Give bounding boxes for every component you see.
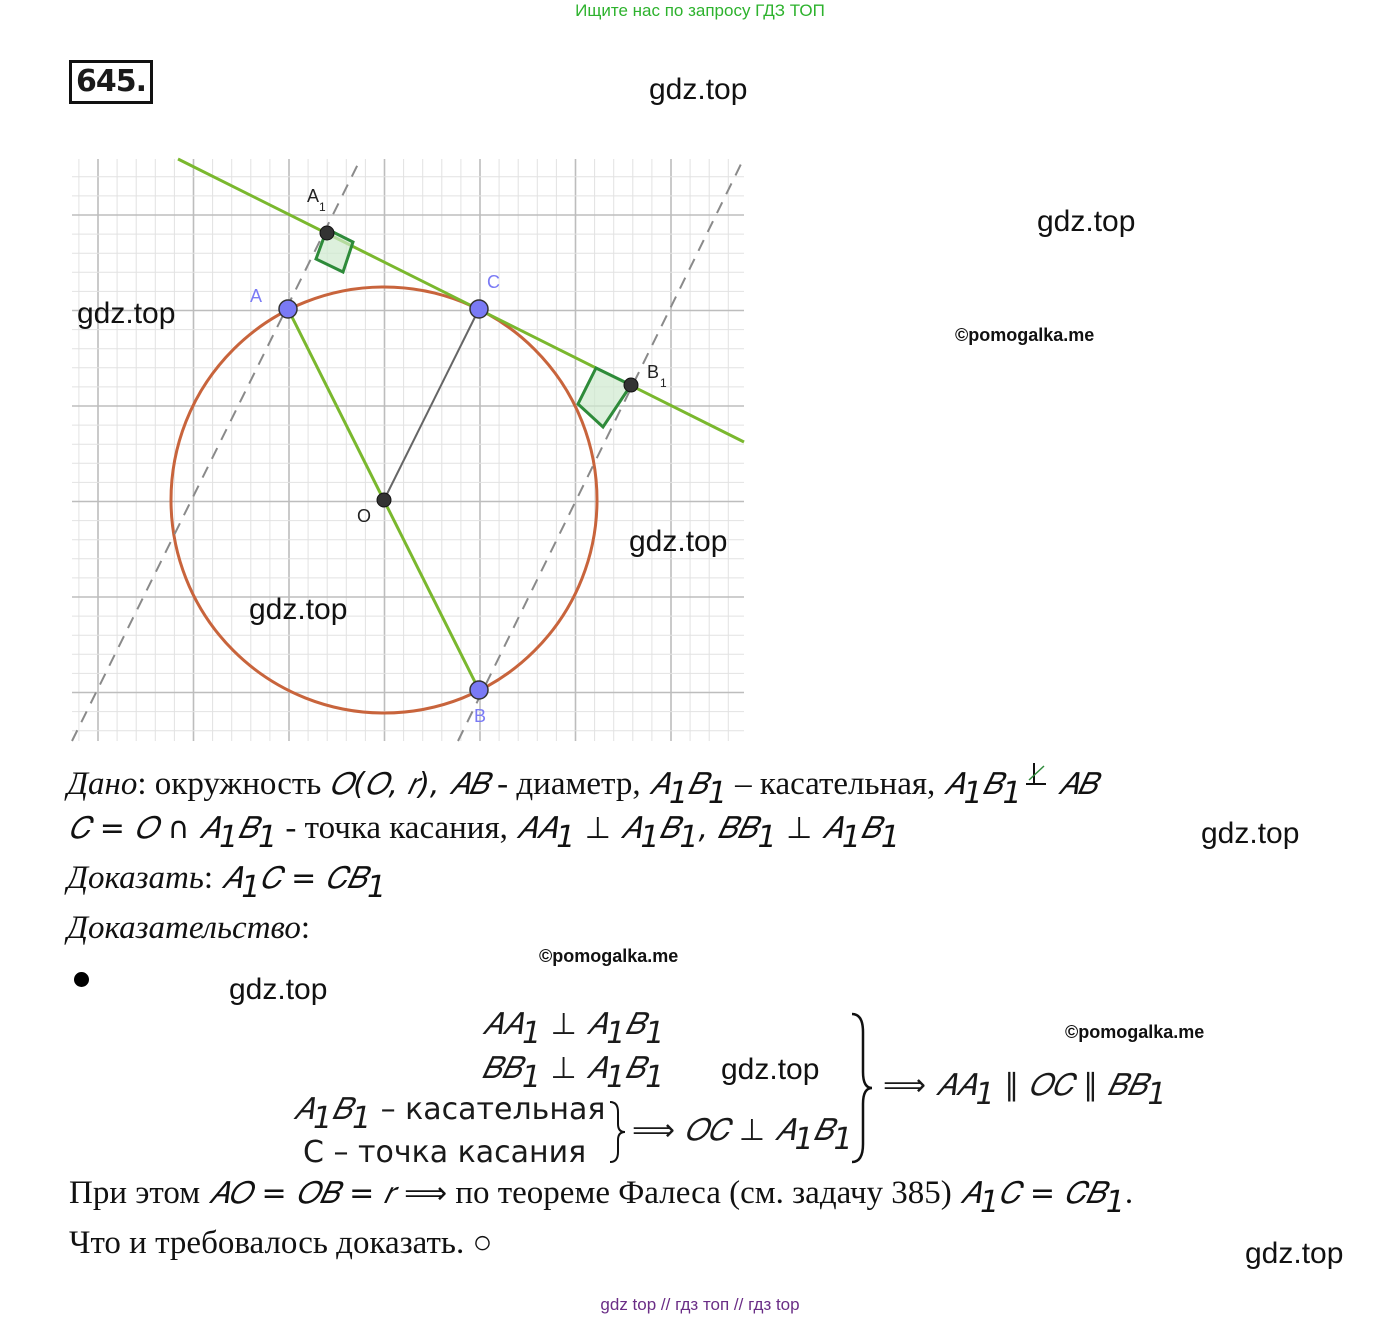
label-a: A	[250, 286, 263, 306]
math: 𝑂(𝑂, 𝑟), 𝐴𝐵	[329, 767, 489, 802]
math: 𝐵	[332, 1092, 352, 1127]
subscript: 1	[640, 820, 660, 855]
subscript: 1	[707, 776, 727, 811]
text: – касательная,	[726, 766, 944, 802]
math: 𝐶 = 𝐶𝐵	[260, 861, 368, 896]
label-b1: B	[647, 362, 660, 382]
watermark-pomogalka: ©pomogalka.me	[1065, 1022, 1205, 1042]
point-b	[470, 681, 488, 699]
watermark-pomogalka: ©pomogalka.me	[955, 325, 1095, 345]
subscript: 1	[312, 1101, 333, 1136]
point-o	[377, 493, 391, 507]
math: 𝐴	[221, 861, 242, 896]
text: :	[203, 860, 222, 896]
watermark-gdz: gdz.top	[77, 297, 176, 330]
math: 𝐵	[659, 811, 680, 846]
proof-label: Доказательство	[67, 910, 301, 946]
big-brace-icon	[848, 1010, 876, 1168]
subscript: 1	[975, 1077, 995, 1112]
math: 𝐶 = 𝑂 ∩ 𝐴	[69, 811, 220, 846]
subscript: 1	[668, 776, 688, 811]
math: ⊥ 𝐴	[541, 1007, 607, 1042]
text: .	[1124, 1175, 1134, 1211]
math: 𝐴	[943, 767, 964, 802]
subscript: 1	[645, 1060, 665, 1095]
watermark-gdz: gdz.top	[721, 1053, 820, 1086]
math: 𝐵	[238, 811, 259, 846]
math: 𝐵	[625, 1007, 646, 1042]
math: ⟹ 𝐴𝐴	[883, 1068, 976, 1103]
prove-line	[67, 860, 387, 905]
given-label: Дано	[67, 766, 138, 802]
not-parallel-icon	[1022, 760, 1058, 790]
subscript: 1	[757, 820, 777, 855]
subscript: 1	[521, 1016, 542, 1051]
proof-row-2	[482, 1051, 665, 1095]
subscript: 1	[833, 1122, 853, 1157]
label-a1-sub: 1	[319, 200, 326, 214]
math: 𝐵	[982, 767, 1003, 802]
watermark-gdz: gdz.top	[629, 525, 728, 558]
top-banner: Ищите нас по запросу ГДЗ ТОП	[575, 1, 825, 20]
watermark-gdz: gdz.top	[229, 973, 328, 1006]
subscript: 1	[679, 820, 699, 855]
given-line-2	[69, 810, 900, 855]
math: 𝐵	[687, 767, 708, 802]
watermark-gdz: gdz.top	[649, 73, 748, 106]
text: :	[300, 910, 311, 946]
subscript: 1	[1105, 1185, 1125, 1220]
math: ⊥ 𝐴	[776, 811, 842, 846]
subscript: 1	[1002, 776, 1022, 811]
subscript: 1	[1147, 1077, 1167, 1112]
subscript: 1	[521, 1060, 541, 1095]
subscript: 1	[241, 870, 261, 905]
small-brace-icon	[606, 1098, 628, 1166]
point-c	[470, 300, 488, 318]
proof-result	[883, 1068, 1167, 1112]
math: 𝐶 = 𝐶𝐵	[999, 1176, 1106, 1211]
proof-row-4: C – точка касания	[303, 1135, 587, 1170]
label-o: O	[357, 506, 372, 526]
math: 𝐵𝐵	[482, 1051, 522, 1086]
subscript: 1	[794, 1122, 814, 1157]
math: 𝐴	[648, 767, 669, 802]
proof-row-3	[293, 1092, 606, 1136]
subscript: 1	[841, 820, 861, 855]
subscript: 1	[367, 870, 387, 905]
subscript: 1	[980, 1185, 1000, 1220]
proof-heading	[67, 910, 310, 947]
label-b: B	[474, 706, 487, 726]
math: 𝐴	[293, 1092, 313, 1127]
text: При этом	[69, 1175, 209, 1211]
math: , 𝐵𝐵	[698, 811, 758, 846]
label-b1-sub: 1	[660, 376, 667, 390]
geometry-figure	[70, 155, 750, 747]
subscript: 1	[880, 820, 900, 855]
math: 𝐴	[960, 1176, 981, 1211]
math: 𝐴𝑂 = 𝑂𝐵 = 𝑟 ⟹	[208, 1176, 448, 1211]
point-a	[279, 300, 297, 318]
given-line-1	[67, 760, 1098, 811]
watermark-pomogalka: ©pomogalka.me	[539, 946, 679, 966]
label-a1: A	[307, 186, 320, 206]
math: ⊥ 𝐴	[540, 1051, 607, 1086]
math: 𝐵	[813, 1113, 834, 1148]
segment-oc	[384, 309, 479, 500]
thales-line	[69, 1175, 1134, 1220]
math: 𝐵	[860, 811, 881, 846]
subscript: 1	[258, 820, 278, 855]
proof-mid-implication	[632, 1113, 853, 1157]
subscript: 1	[606, 1016, 626, 1051]
subscript: 1	[645, 1016, 665, 1051]
math: 𝐴𝐴	[482, 1007, 522, 1042]
proof-row-1	[482, 1007, 665, 1051]
math: 𝐴𝐵	[1057, 767, 1098, 802]
text: : окружность	[137, 766, 330, 802]
math: 𝐴𝐴	[516, 811, 557, 846]
subscript: 1	[219, 820, 239, 855]
subscript: 1	[606, 1060, 626, 1095]
watermark-gdz: gdz.top	[1245, 1237, 1344, 1270]
right-angle-b1	[578, 368, 631, 427]
footer-links: gdz top // гдз топ // гдз top	[600, 1295, 800, 1314]
prove-label: Доказать	[67, 860, 204, 896]
bullet	[74, 972, 89, 987]
label-c: C	[487, 272, 500, 292]
text: – касательная	[371, 1092, 606, 1127]
math: ⟹ 𝑂𝐶 ⊥ 𝐴	[632, 1113, 795, 1148]
point-b1	[624, 378, 638, 392]
math: ⊥ 𝐴	[575, 811, 641, 846]
point-a1	[320, 226, 334, 240]
text: по теореме Фалеса (см. задачу 385)	[447, 1175, 961, 1211]
subscript: 1	[352, 1101, 372, 1136]
text: - точка касания,	[277, 810, 517, 846]
subscript: 1	[556, 820, 576, 855]
watermark-gdz: gdz.top	[1201, 817, 1300, 850]
watermark-gdz: gdz.top	[1037, 205, 1136, 238]
math: 𝐵	[625, 1051, 646, 1086]
subscript: 1	[963, 776, 983, 811]
task-number: 645.	[69, 60, 153, 104]
math: ∥ 𝑂𝐶 ∥ 𝐵𝐵	[994, 1068, 1148, 1103]
text: - диаметр,	[488, 766, 649, 802]
watermark-gdz: gdz.top	[249, 593, 348, 626]
conclusion-line: Что и требовалось доказать. ○	[69, 1225, 493, 1261]
